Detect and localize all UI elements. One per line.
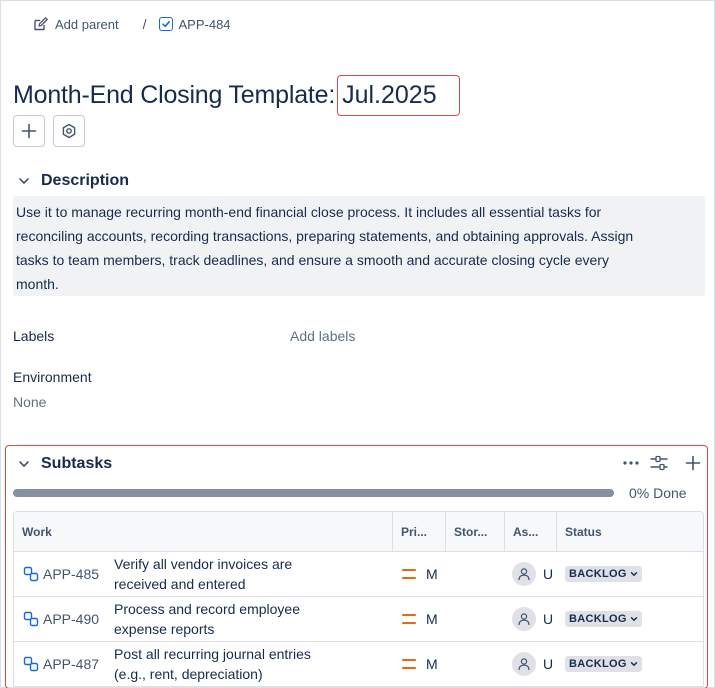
edit-icon <box>33 16 49 32</box>
chevron-down-icon <box>630 570 638 578</box>
table-row[interactable] <box>14 552 704 597</box>
description-body[interactable] <box>13 196 705 296</box>
status-badge[interactable] <box>565 656 642 672</box>
status-label: BACKLOG <box>569 658 627 670</box>
column-story-points[interactable]: Stor... <box>446 512 505 551</box>
column-priority[interactable]: Pri... <box>393 512 446 551</box>
column-assignee[interactable]: As... <box>505 512 557 551</box>
priority-cell[interactable] <box>402 642 438 686</box>
work-item-key-label: APP-485 <box>43 566 100 582</box>
breadcrumb-separator: / <box>142 16 147 32</box>
assignee-cell[interactable] <box>512 597 553 641</box>
plus-icon <box>21 123 37 139</box>
add-parent-link[interactable] <box>33 16 119 32</box>
description-line: month. <box>16 276 59 292</box>
work-item-summary[interactable]: Verify all vendor invoices are received and entered <box>114 556 293 592</box>
breadcrumb <box>33 15 231 33</box>
title-edit-field[interactable]: Jul.2025 <box>337 75 460 116</box>
priority-label: M <box>426 656 438 672</box>
subtask-icon <box>23 611 39 627</box>
priority-cell[interactable] <box>402 597 438 641</box>
priority-label: M <box>426 566 438 582</box>
add-labels-button[interactable]: Add labels <box>290 328 356 344</box>
avatar <box>512 652 536 676</box>
subtasks-header[interactable] <box>17 455 112 473</box>
title-row <box>13 75 460 116</box>
status-badge[interactable] <box>565 611 642 627</box>
description-line: reconciling accounts, recording transactions, preparing statements, and obtaining approvals. Assign <box>16 228 634 244</box>
assignee-name: U <box>543 611 554 627</box>
column-work[interactable]: Work <box>14 512 393 551</box>
status-label: BACKLOG <box>569 568 627 580</box>
description-header[interactable] <box>17 172 129 190</box>
add-button[interactable] <box>13 115 45 147</box>
hexagon-gear-icon <box>61 123 77 139</box>
more-icon <box>622 460 640 466</box>
subtask-icon <box>23 566 39 582</box>
description-heading: Description <box>41 172 130 189</box>
priority-label: M <box>426 611 438 627</box>
add-parent-label: Add parent <box>55 16 119 32</box>
user-icon <box>517 612 531 626</box>
priority-medium-icon <box>402 569 416 579</box>
assignee-name: U <box>543 566 554 582</box>
issue-key-link[interactable] <box>159 17 231 32</box>
work-item-summary[interactable]: Post all recurring journal entries (e.g., rent, depreciation) <box>114 646 311 682</box>
labels-field-label: Labels <box>13 328 55 344</box>
chevron-down-icon <box>17 457 31 471</box>
page-title[interactable]: Month-End Closing Template: <box>13 81 336 109</box>
subtasks-table <box>13 511 704 688</box>
assignee-name: U <box>543 656 554 672</box>
status-badge[interactable] <box>565 566 642 582</box>
avatar <box>512 562 536 586</box>
apps-button[interactable] <box>53 115 85 147</box>
add-subtask-button[interactable] <box>682 453 704 473</box>
subtask-icon <box>23 656 39 672</box>
work-item-key[interactable] <box>23 642 99 686</box>
priority-medium-icon <box>402 614 416 624</box>
column-status[interactable]: Status <box>565 524 602 539</box>
priority-medium-icon <box>402 659 416 669</box>
user-icon <box>517 567 531 581</box>
work-item-key-label: APP-490 <box>43 611 100 627</box>
table-row[interactable] <box>14 597 704 642</box>
subtask-checkbox-icon <box>159 17 173 31</box>
chevron-down-icon <box>630 615 638 623</box>
table-row[interactable] <box>14 642 704 687</box>
avatar <box>512 607 536 631</box>
user-icon <box>517 657 531 671</box>
more-actions-button[interactable] <box>620 453 642 473</box>
subtasks-heading: Subtasks <box>41 455 113 472</box>
issue-key-label: APP-484 <box>178 16 231 32</box>
table-header <box>14 512 704 552</box>
filter-settings-button[interactable] <box>648 453 670 473</box>
description-line: tasks to team members, track deadlines, and ensure a smooth and accurate closing cycle every <box>16 252 609 268</box>
work-item-key[interactable] <box>23 552 99 596</box>
plus-icon <box>685 455 701 471</box>
environment-value[interactable]: None <box>13 394 47 410</box>
status-cell[interactable] <box>565 597 642 641</box>
status-label: BACKLOG <box>569 613 627 625</box>
work-item-summary[interactable]: Process and record employee expense reports <box>114 601 300 637</box>
assignee-cell[interactable] <box>512 642 553 686</box>
progress-bar <box>13 489 614 497</box>
work-item-key-label: APP-487 <box>43 656 100 672</box>
description-line: Use it to manage recurring month-end financial close process. It includes all essential tasks for <box>16 204 602 220</box>
chevron-down-icon <box>630 660 638 668</box>
assignee-cell[interactable] <box>512 552 553 596</box>
work-item-key[interactable] <box>23 597 99 641</box>
chevron-down-icon <box>17 174 31 188</box>
progress-label: 0% Done <box>629 485 687 501</box>
priority-cell[interactable] <box>402 552 438 596</box>
status-cell[interactable] <box>565 642 642 686</box>
status-cell[interactable] <box>565 552 642 596</box>
environment-field-label: Environment <box>13 369 92 385</box>
sliders-icon <box>650 455 668 471</box>
